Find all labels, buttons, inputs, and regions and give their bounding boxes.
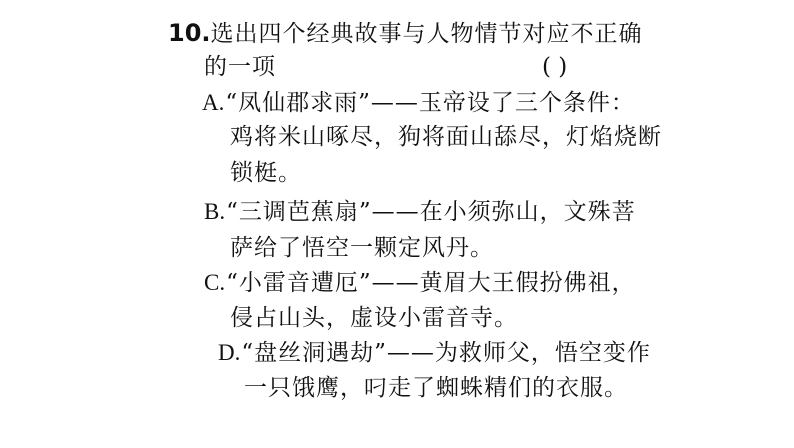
option-b-line-2	[230, 233, 494, 263]
question-stem-text-1: 选出四个经典故事与人物情节对应不正确	[210, 21, 643, 47]
option-c-letter: C.	[204, 270, 226, 295]
option-a-text-3: 锁梃。	[230, 160, 302, 186]
answer-blank: ( )	[542, 54, 568, 80]
option-b-line-1	[204, 197, 636, 227]
option-c-text-2: 侵占山头，虚设小雷音寺。	[230, 305, 518, 331]
option-a-line-2	[230, 122, 662, 152]
question-number: 10.	[168, 19, 211, 47]
question-stem-line-2	[204, 52, 276, 82]
option-c-text-1: “小雷音遭厄”——黄眉大王假扮佛祖，	[226, 270, 636, 296]
option-d-line-1	[218, 338, 651, 368]
option-d-text-1: “盘丝洞遇劫”——为救师父，悟空变作	[241, 340, 651, 366]
option-b-letter: B.	[204, 199, 226, 224]
option-b-text-1: “三调芭蕉扇”——在小须弥山，文殊菩	[226, 199, 636, 225]
option-a-text-1: “凤仙郡求雨”——玉帝设了三个条件：	[225, 90, 635, 116]
option-d-line-2	[244, 373, 628, 403]
option-d-text-2: 一只饿鹰，叼走了蜘蛛精们的衣服。	[244, 375, 628, 401]
option-c-line-2	[230, 303, 518, 333]
option-a-line-3	[230, 158, 302, 188]
option-a-line-1	[202, 88, 635, 118]
question-stem-line-1	[168, 18, 643, 49]
option-a-letter: A.	[202, 90, 225, 115]
option-a-text-2: 鸡将米山啄尽，狗将面山舔尽，灯焰烧断	[230, 124, 662, 150]
option-c-line-1	[204, 268, 636, 298]
option-b-text-2: 萨给了悟空一颗定风丹。	[230, 235, 494, 261]
question-stem-text-2: 的一项	[204, 54, 276, 80]
option-d-letter: D.	[218, 340, 241, 365]
